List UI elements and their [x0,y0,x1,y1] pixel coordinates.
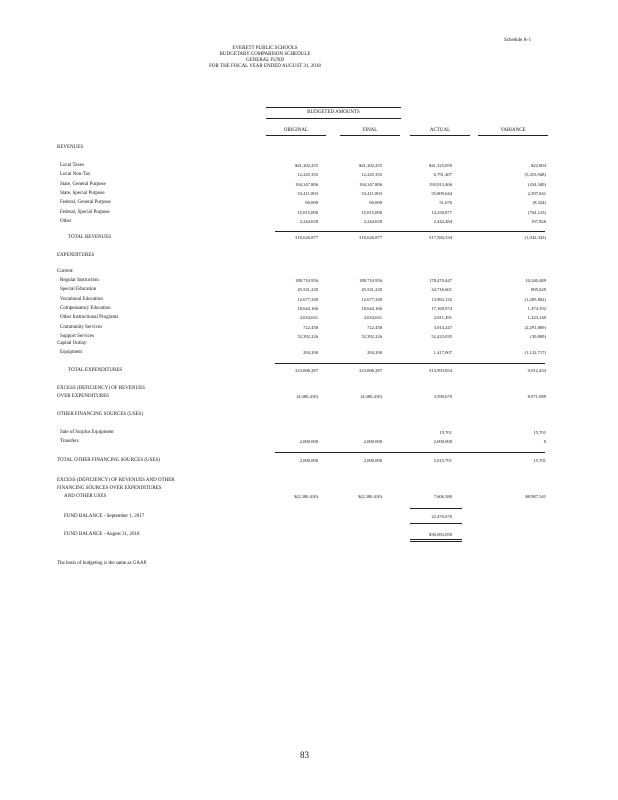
expenditure-variance: 805,629 [531,287,546,293]
expenditure-label: Special Education [60,287,97,293]
fund-balance-rule-mid [410,523,462,524]
total-expenditures-final: 323,006,287 [359,368,382,373]
excess-after-original: $(2,380,410) [294,494,318,499]
expenditures-heading: EXPENDITURES [57,253,95,258]
revenues-heading: REVENUES [57,145,84,150]
revenue-final: 12,245,355 [361,172,382,178]
total-expenditures-label: TOTAL EXPENDITURES [68,368,123,373]
expenditure-original: 4,034,631 [299,315,318,321]
excess-after-actual: 7,606,380 [433,494,452,499]
excess-after-label-1: EXCESS (DEFICIENCY) OF REVENUES AND OTHER [57,478,175,483]
capital-outlay-original: 294,290 [303,350,318,355]
other-sources-rule [275,452,545,453]
expenditure-actual: 2,811,491 [433,315,452,321]
title-district: EVERETT PUBLIC SCHOOLS [232,46,298,51]
expenditure-final: 18,644,166 [361,305,382,311]
revenue-actual: 193,913,466 [429,181,452,187]
schedule-label: Schedule A-1 [504,38,532,43]
expenditure-actual: 44,716,601 [431,287,452,293]
other-source-label: Transfers [60,439,79,445]
revenue-actual: 55,809,644 [431,190,452,196]
expenditure-final: 52,392,226 [361,333,382,339]
expenditure-label: Regular Instruction [60,278,99,283]
expenditure-original: 722,458 [303,324,318,330]
expenditure-variance: (30,809) [530,333,546,339]
col-header-final: FINAL [362,128,378,133]
excess-actual: 3,590,679 [433,394,452,399]
revenue-variance: (764,123) [528,209,546,215]
footnote: The basis of budgeting is the same as GAAP. [57,561,148,566]
revenue-final: 53,411,803 [361,190,382,196]
revenue-actual: 6,791,407 [433,172,452,178]
expenditure-final: 12,677,330 [361,296,382,302]
fund-balance-end-label: FUND BALANCE - August 31, 2018 [64,532,140,537]
expenditure-actual: 13,963,132 [431,296,452,302]
col-header-variance: VARIANCE [500,128,526,133]
revenue-original: $41,302,255 [295,163,318,168]
expenditure-label: Support Services [60,333,95,339]
excess-label-2: OVER EXPENDITURES [57,394,110,399]
total-revenues-actual: 317,584,534 [429,235,452,240]
revenue-subtotal-rule [275,231,545,232]
revenue-original: 12,245,355 [297,172,318,178]
other-source-label: Sale of Surplus Equipment [60,430,114,435]
fund-balance-begin-label: FUND BALANCE - September 1, 2017 [64,514,145,519]
other-sources-heading: OTHER FINANCING SOURCES (USES) [57,412,143,417]
revenue-actual: 2,442,484 [433,218,452,224]
title-schedule: BUDGETARY COMPARISON SCHEDULE [219,52,311,57]
excess-final: (4,380,410) [360,394,382,399]
revenue-final: 2,244,658 [363,218,382,224]
total-revenues-final: 318,626,877 [359,235,382,240]
page-number: 83 [300,750,309,760]
expenditure-label: Other Instructional Programs [60,315,119,321]
expenditure-original: 45,531,230 [297,287,318,293]
revenue-variance: (434,340) [528,181,546,187]
revenue-label: Local Taxes [60,163,85,168]
revenue-label: Local Non-Tax [60,172,91,178]
total-revenues-variance: (1,042,343) [524,235,546,240]
excess-after-label-2: FINANCING SOURCES OVER EXPENDITURES [57,486,162,491]
revenue-original: 194,347,806 [295,181,318,187]
expenditure-label: Vocational Education [60,296,103,302]
expenditure-final: 4,034,631 [363,315,382,321]
expenditure-final: 188,710,956 [359,278,382,283]
total-other-sources-actual: 2,015,701 [433,458,452,463]
revenue-original: 60,000 [305,200,318,206]
revenue-final: 15,015,000 [361,209,382,215]
fund-balance-double-rule-2 [410,541,462,542]
revenue-label: Federal, General Purpose [60,200,111,206]
excess-label-1: EXCESS (DEFICIENCY) OF REVENUES [57,386,145,391]
expenditure-variance: 1,223,140 [527,315,546,321]
revenue-variance: (8,324) [532,200,546,206]
expenditure-variance: (2,291,809) [524,324,546,330]
other-source-original: 2,000,000 [299,439,318,445]
total-expenditures-variance: 9,012,433 [527,368,546,373]
expenditure-variance: (1,285,802) [524,296,546,302]
other-source-final: 2,000,000 [363,439,382,445]
total-expenditures-original: 323,006,287 [295,368,318,373]
total-revenues-label: TOTAL REVENUES [68,235,112,240]
other-source-variance: 15,701 [533,430,546,435]
col-header-rule-actual [410,135,470,136]
expenditure-actual: 3,014,247 [433,324,452,330]
expenditure-final: 722,458 [367,324,382,330]
revenue-variance: 2,397,841 [527,190,546,196]
expenditure-original: 12,677,330 [297,296,318,302]
fund-balance-rule-top [410,508,462,509]
col-header-rule-original [266,135,326,136]
capital-outlay-label: Capital Outlay: [57,341,88,346]
excess-after-label-3: AND OTHER USES [64,494,107,499]
expenditure-final: 45,531,230 [361,287,382,293]
expenditure-label: Compensatory Education [60,305,111,311]
col-header-original: ORIGINAL [283,128,309,133]
revenue-actual: 14,250,877 [431,209,452,215]
revenue-label: State, General Purpose [60,181,106,187]
capital-outlay-variance: (1,122,717) [524,350,546,355]
expenditure-subtotal-rule [275,363,545,364]
expenditure-original: 52,392,226 [297,333,318,339]
total-other-sources-final: 2,000,000 [363,458,382,463]
total-revenues-original: 318,626,877 [295,235,318,240]
other-source-variance: 0 [543,439,546,445]
fund-balance-end-actual: $30,083,050 [429,532,452,537]
expenditure-variance: 10,240,489 [525,278,546,283]
capital-outlay-label: Equipment [60,350,82,355]
fund-balance-double-rule-1 [410,539,462,540]
other-source-actual: 15,701 [439,430,452,435]
revenue-original: 2,244,658 [299,218,318,224]
revenue-label: Other [60,218,72,224]
revenue-variance: $22,804 [531,163,546,168]
total-other-sources-original: 2,000,000 [299,458,318,463]
fund-balance-begin-actual: 22,476,670 [431,514,452,519]
excess-after-final: $(2,380,410) [358,494,382,499]
revenue-final: 60,000 [369,200,382,206]
expenditure-label: Community Services [60,324,103,330]
expenditure-variance: 1,474,192 [527,305,546,311]
total-other-sources-label: TOTAL OTHER FINANCING SOURCES (USES) [57,458,160,463]
revenue-label: State, Special Purpose [60,190,105,196]
revenue-actual: $41,325,059 [429,163,452,168]
capital-outlay-actual: 1,417,007 [433,350,452,355]
budget-group-rule-top [266,107,401,108]
revenue-variance: (5,453,948) [524,172,546,178]
expenditure-actual: 17,169,974 [431,305,452,311]
excess-after-variance: $8,987,541 [525,494,546,499]
report-title [150,46,380,70]
excess-variance: 8,971,089 [527,394,546,399]
revenue-final: 194,347,806 [359,181,382,187]
revenue-actual: 51,676 [439,200,452,206]
expenditure-actual: 178,470,447 [429,278,452,283]
title-fund: GENERAL FUND [245,58,284,63]
expenditure-original: 188,710,956 [295,278,318,283]
budget-group-header: BUDGETED AMOUNTS [307,110,360,115]
excess-original: (4,380,410) [296,394,318,399]
expenditure-actual: 52,423,035 [431,333,452,339]
revenue-label: Federal, Special Purpose [60,209,110,215]
title-period: FOR THE FISCAL YEAR ENDED AUGUST 31, 2018 [209,64,321,69]
other-source-actual: 2,000,000 [433,439,452,445]
col-header-actual: ACTUAL [429,128,451,133]
expenditure-original: 18,644,166 [297,305,318,311]
revenue-original: 15,015,000 [297,209,318,215]
col-header-rule-variance [478,135,548,136]
budget-group-rule-bottom [266,118,401,119]
capital-outlay-final: 294,290 [367,350,382,355]
total-other-sources-variance: 15,701 [533,458,546,463]
current-label: Current: [57,269,74,274]
total-expenditures-actual: 313,993,854 [429,368,452,373]
revenue-variance: 197,826 [531,218,546,224]
revenue-original: 53,411,803 [297,190,318,196]
revenue-final: $41,302,255 [359,163,382,168]
col-header-rule-final [340,135,400,136]
